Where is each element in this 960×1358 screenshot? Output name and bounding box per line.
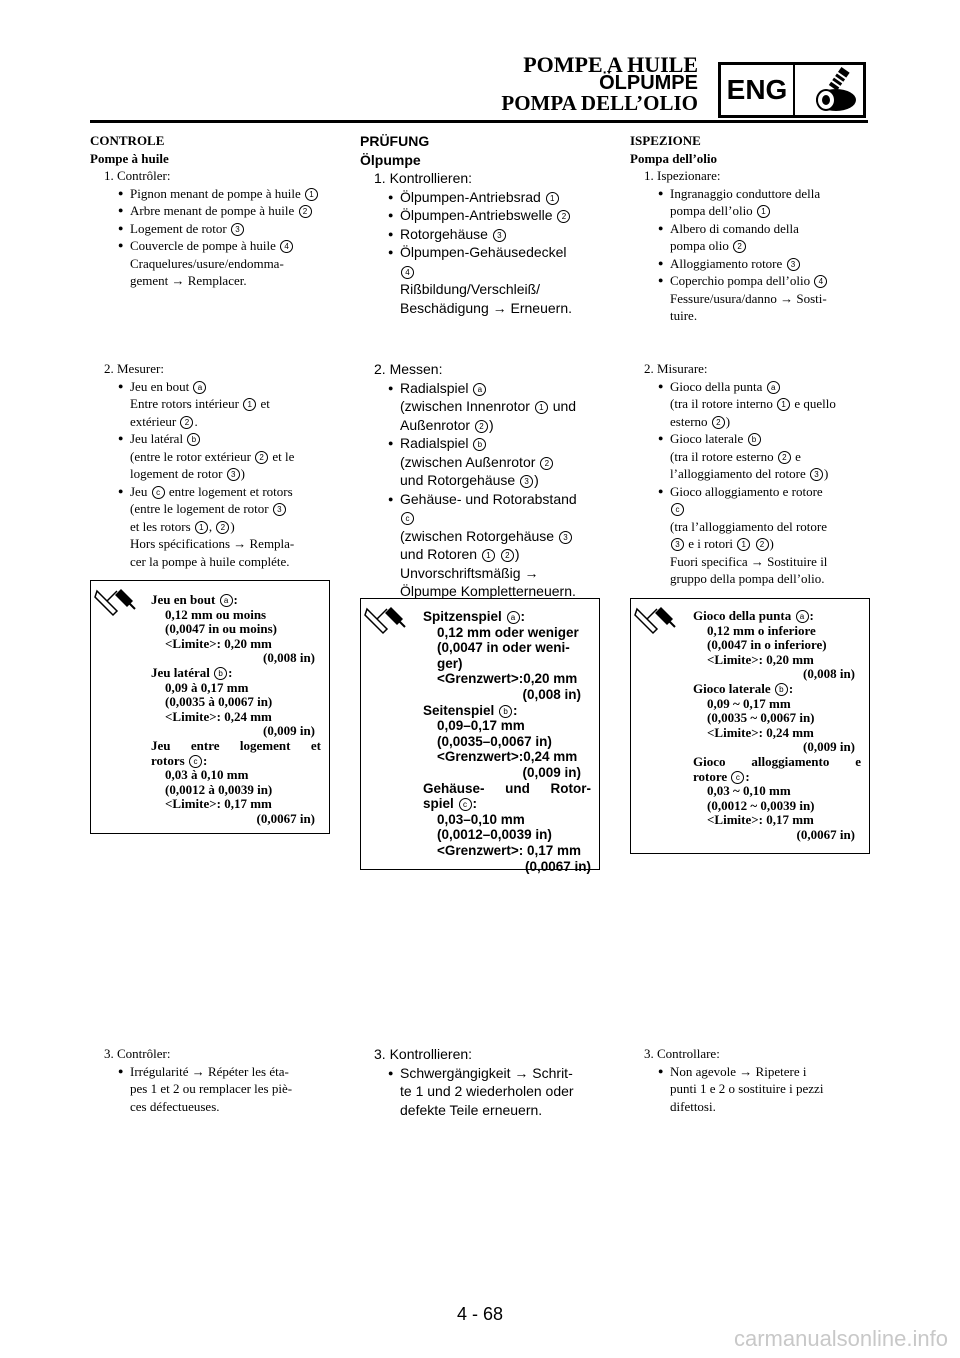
de-detail: Außenrotor 2 )	[400, 416, 494, 433]
de-detail: und Rotoren 1 2 )	[400, 546, 520, 562]
it-note: Fessure/usura/danno → Sosti-	[670, 290, 827, 306]
de-item: ● Ölpumpen-Gehäusedeckel	[360, 243, 600, 262]
fr-item: ● Couvercle de pompe à huile 4	[90, 237, 330, 255]
fr-step-3: 3. Contrôler:	[104, 1046, 171, 1061]
it-item: ● Albero di comando della	[630, 220, 870, 238]
de-note: Beschädigung → Erneuern.	[400, 299, 572, 316]
fr-item: ● Logement de rotor 3	[90, 220, 330, 238]
fr-detail: pes 1 et 2 ou remplacer les piè-	[130, 1081, 293, 1096]
fr-spec-content: Jeu en bout a : 0,12 mm ou moins (0,0047 in ou moins) <Limite>: 0,20 mm (0,008 in) Jeu latéral b : 0,09 à 0,17 mm (0,0035 à 0,0067 in) <Limite>: 0,24 mm (0,009 in) Jeu entre logement et rotors c : 0,03 à 0,10 mm (0,0012 à 0,0039 in) <Limite>: 0,17 mm (0,0067 in)	[151, 592, 321, 826]
de-spec-box	[360, 598, 600, 874]
it-heading: ISPEZIONE	[630, 133, 701, 148]
title-it: POMPA DELL’OLIO	[501, 91, 698, 115]
de-heading: PRÜFUNG	[360, 133, 430, 149]
it-item: ● Gioco della punta a	[630, 378, 870, 396]
fr-section-1	[90, 132, 330, 290]
it-detail: (tra il rotore interno 1 e quello	[670, 396, 836, 411]
it-item: ● Ingranaggio conduttore della	[630, 185, 870, 203]
de-step-2: 2. Messen:	[374, 361, 443, 377]
fr-item: ● Jeu c entre logement et rotors	[90, 483, 330, 501]
de-spec-content: Spitzenspiel a : 0,12 mm oder weniger (0,0047 in oder weni- ger) <Grenzwert>:0,20 mm (0,008 in) Seitenspiel b : 0,09–0,17 mm (0,0035–0,0067 in) <Grenzwert>:0,24 mm (0,009 in) Gehäuse- und Rotor- spiel c : 0,03–0,10 mm (0,0012–0,0039 in) <Grenzwert>: 0,17 mm (0,0067 in)	[423, 609, 591, 874]
de-detail: (zwischen Außenrotor 2	[360, 453, 600, 472]
fr-detail: Entre rotors intérieur 1 et	[130, 396, 270, 411]
it-item: ● Gioco laterale b	[630, 430, 870, 448]
header-rule	[90, 120, 868, 123]
it-detail: difettosi.	[670, 1098, 716, 1114]
de-detail: 4	[360, 262, 600, 281]
de-step-3: 3. Kontrollieren:	[374, 1046, 473, 1062]
it-spec-content: Gioco della punta a : 0,12 mm o inferiore (0,0047 in o inferiore) <Limite>: 0,20 mm (0,008 in) Gioco laterale b : 0,09 ~ 0,17 mm (0,0035 ~ 0,0067 in) <Limite>: 0,24 mm (0,009 in) Gioco alloggiamento e rotore c : 0,03 ~ 0,10 mm (0,0012 ~ 0,0039 in) <Limite>: 0,17 mm (0,0067 in)	[693, 608, 861, 842]
title-fr: POMPE A HUILE	[523, 52, 698, 77]
it-detail: gruppo della pompa dell’olio.	[670, 571, 825, 586]
fr-item: ● Arbre menant de pompe à huile 2	[90, 202, 330, 220]
it-item: ● Non agevole → Ripetere i	[630, 1063, 870, 1081]
de-detail: defekte Teile erneuern.	[400, 1101, 543, 1118]
it-subheading: Pompa dell’olio	[630, 150, 718, 166]
fr-detail: Hors spécifications → Rempla-	[130, 536, 295, 551]
de-note: Rißbildung/Verschleiß/	[400, 281, 541, 297]
it-spec-box	[630, 598, 870, 854]
de-item: ● Ölpumpen-Antriebsrad 1	[360, 188, 600, 207]
fr-note: gement → Remplacer.	[130, 273, 247, 288]
it-step-1: 1. Ispezionare:	[644, 168, 721, 183]
it-section-2	[630, 360, 870, 588]
it-detail: Fuori specifica → Sostituire il	[670, 553, 828, 569]
fr-detail: ces défectueuses.	[130, 1098, 220, 1114]
fr-detail: (entre le logement de rotor 3	[90, 500, 330, 518]
fr-heading: CONTROLE	[90, 133, 165, 148]
de-section-3	[360, 1045, 600, 1119]
de-item: ● Ölpumpen-Antriebswelle 2	[360, 206, 600, 225]
it-detail: punti 1 e 2 o sostituire i pezzi	[670, 1081, 824, 1096]
it-item: ● Alloggiamento rotore 3	[630, 255, 870, 273]
fr-item: ● Jeu latéral b	[90, 430, 330, 448]
wrench-icon	[795, 65, 863, 115]
it-step-3: 3. Controllare:	[644, 1046, 720, 1061]
it-detail: l’alloggiamento del rotore 3 )	[670, 466, 829, 481]
fr-item: ● Pignon menant de pompe à huile 1	[90, 185, 330, 203]
fr-subheading: Pompe à huile	[90, 150, 169, 166]
de-detail: te 1 und 2 wiederholen oder	[400, 1083, 574, 1099]
de-item: ● Radialspiel a	[360, 379, 600, 398]
fr-note: Craquelures/usure/endomma-	[130, 255, 284, 271]
de-detail: (zwischen Rotorgehäuse 3	[360, 527, 600, 546]
caliper-icon	[93, 585, 137, 629]
it-detail: 3 e i rotori 1 2 )	[630, 535, 870, 553]
de-section-1	[360, 132, 600, 317]
de-item: ● Rotorgehäuse 3	[360, 225, 600, 244]
title-de: ÖLPUMPE	[599, 72, 698, 94]
it-section-3	[630, 1045, 870, 1115]
fr-section-2	[90, 360, 330, 570]
fr-step-1: 1. Contrôler:	[104, 168, 171, 183]
fr-detail: (entre le rotor extérieur 2 et le	[130, 448, 295, 464]
de-item: ● Radialspiel b	[360, 434, 600, 453]
it-detail: c	[630, 500, 870, 518]
fr-section-3	[90, 1045, 330, 1115]
de-detail: Unvorschriftsmäßig →	[400, 564, 539, 581]
de-detail: c	[360, 508, 600, 527]
fr-spec-box	[90, 580, 330, 834]
it-detail: pompa dell’olio 1	[630, 202, 870, 220]
section-badge	[718, 62, 866, 118]
page-number: 4 - 68	[456, 1304, 504, 1324]
it-detail: (tra il rotore esterno 2 e	[670, 448, 801, 464]
watermark: carmanualsonline.info	[733, 1326, 948, 1351]
it-section-1	[630, 132, 870, 325]
fr-step-2: 2. Mesurer:	[104, 361, 164, 376]
it-detail: (tra l’alloggiamento del rotore	[670, 518, 828, 534]
fr-detail: extérieur 2 .	[130, 413, 198, 429]
it-detail: esterno 2 )	[670, 413, 731, 429]
de-item: ● Schwergängigkeit → Schrit-	[360, 1064, 600, 1083]
de-detail: und Rotorgehäuse 3 )	[400, 472, 539, 488]
badge-label: ENG	[721, 65, 795, 115]
it-item: ● Coperchio pompa dell’olio 4	[630, 272, 870, 290]
de-section-2	[360, 360, 600, 601]
caliper-icon	[363, 603, 407, 647]
it-detail: pompa olio 2	[630, 237, 870, 255]
de-step-1: 1. Kontrollieren:	[374, 170, 473, 186]
de-detail: (zwischen Innenrotor 1 und	[400, 398, 577, 414]
caliper-icon	[633, 603, 677, 647]
fr-detail: logement de rotor 3 )	[130, 466, 246, 481]
de-item: ● Gehäuse- und Rotorabstand	[360, 490, 600, 509]
fr-item: ● Jeu en bout a	[90, 378, 330, 396]
it-note: tuire.	[670, 308, 698, 323]
de-detail: Ölpumpe Kompletterneuern.	[400, 583, 576, 599]
it-item: ● Gioco alloggiamento e rotore	[630, 483, 870, 501]
it-step-2: 2. Misurare:	[644, 361, 708, 376]
fr-detail: et les rotors 1 , 2 )	[130, 518, 235, 534]
fr-detail: cer la pompe à huile compléte.	[130, 553, 290, 569]
de-subheading: Ölpumpe	[360, 151, 421, 168]
fr-item: ● Irrégularité → Répéter les éta-	[90, 1063, 330, 1081]
